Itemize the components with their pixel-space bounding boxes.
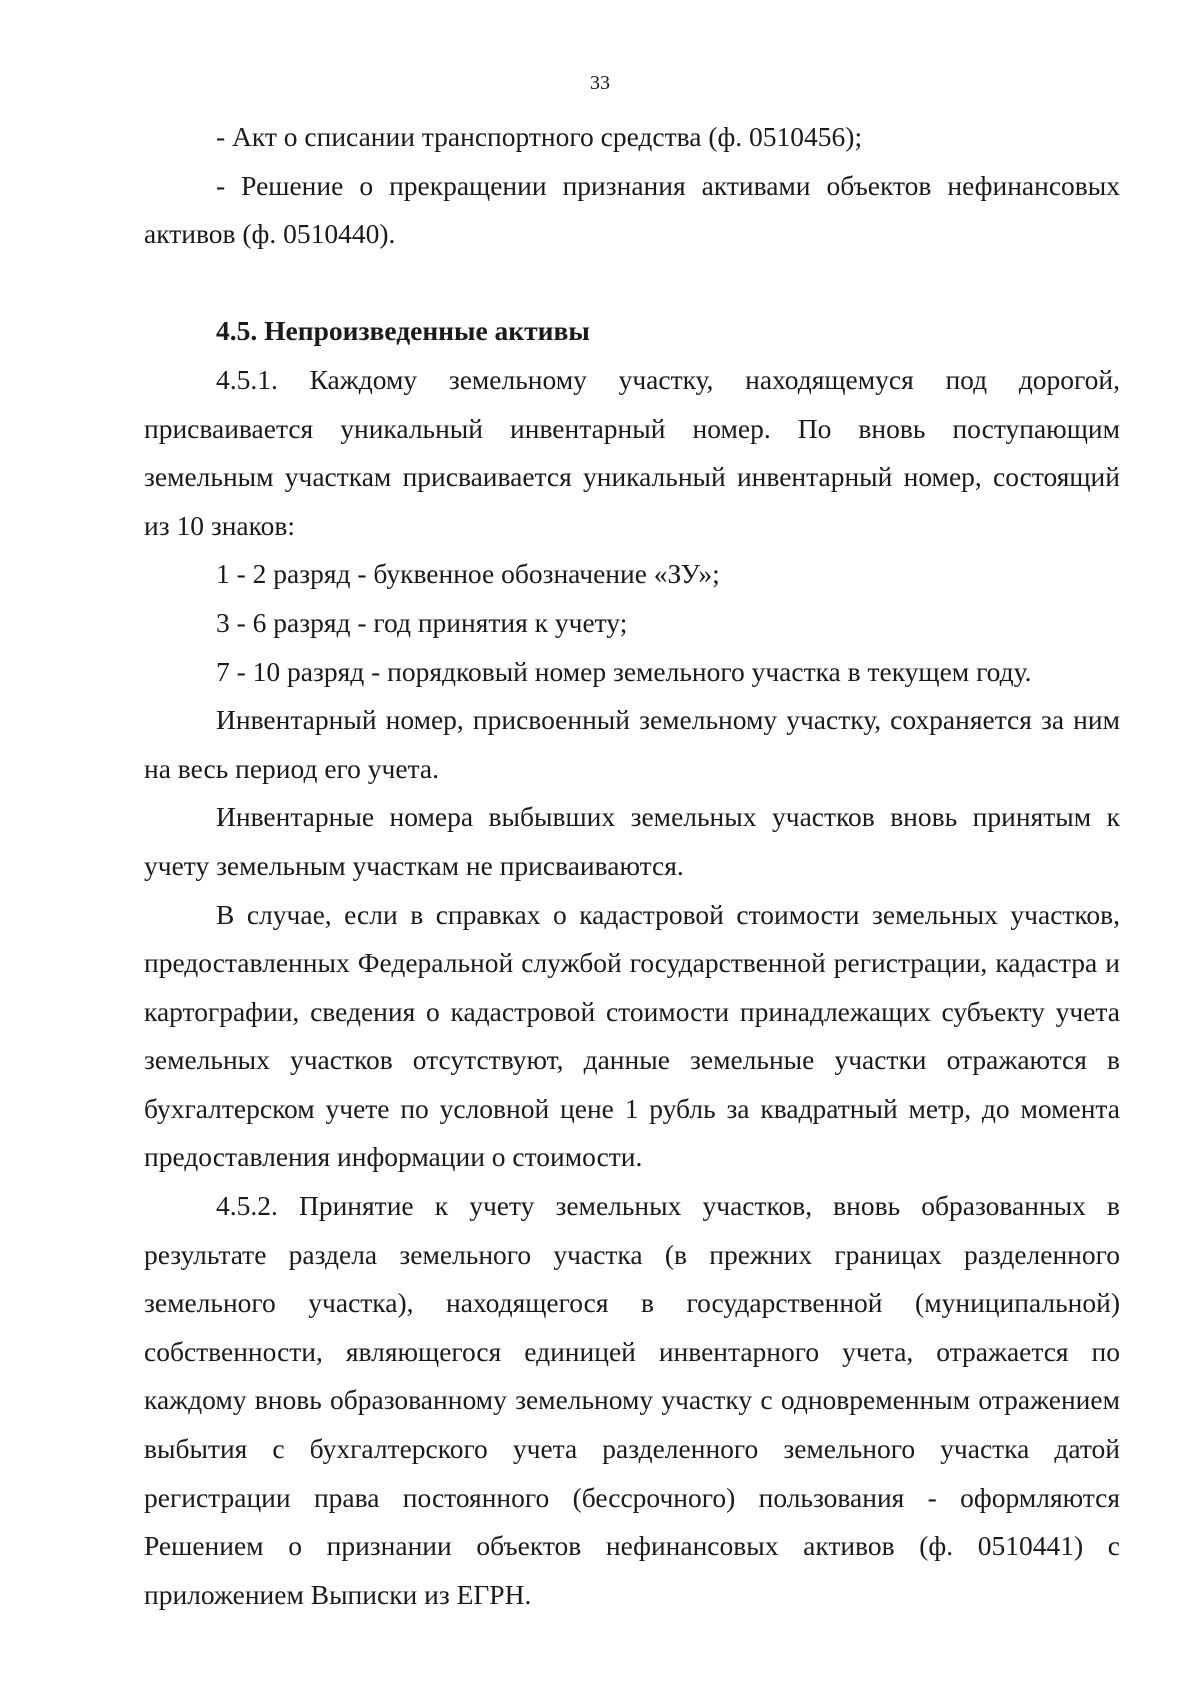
paragraph: 1 - 2 разряд - буквенное обозначение «ЗУ»; [216,558,720,590]
paragraph: 3 - 6 разряд - год принятия к учету; [216,606,628,638]
paragraph: 4.5.1. Каждому земельному участку, находящемуся под дорогой, присваивается уникальный инвентарный номер. По вновь поступающим земельным участкам присваивается уникальный инвентарный номер, состоящий из 10 знаков: [144,363,1120,541]
list-item: - Акт о списании транспортного средства (ф. 0510456); [216,121,863,152]
paragraph: Инвентарные номера выбывших земельных участков вновь принятым к учету земельным участкам не присваиваются. [144,801,1120,881]
paragraph: Инвентарный номер, присвоенный земельному участку, сохраняется за ним на весь период его учета. [144,704,1120,784]
page-number: 33 [590,72,610,94]
paragraph: 4.5.2. Принятие к учету земельных участков, вновь образованных в результате раздела земельного участка (в прежних границах разделенного земельного участка), находящегося в государственной (муниципальной) собственности, являющегося единицей инвентарного учета, отражается по каждому вновь образованному земельному участку с одновременным отражением выбытия с бухгалтерского учета разделенного земельного участка датой регистрации права постоянного (бессрочного) пользования - оформляются Решением о признании объектов нефинансовых активов (ф. 0510441) с приложением Выписки из ЕГРН. [144,1190,1120,1610]
paragraph: 7 - 10 разряд - порядковый номер земельного участка в текущем году. [216,655,1032,687]
page-content [144,113,1120,1619]
section-heading: 4.5. Непроизведенные активы [216,315,590,347]
list-item: - Решение о прекращении признания активами объектов нефинансовых активов (ф. 0510440). [144,169,1120,250]
paragraph: В случае, если в справках о кадастровой стоимости земельных участков, предоставленных Федеральной службой государственной регистрации, кадастра и картографии, сведения о кадастровой стоимости принадлежащих субъекту учета земельных участков отсутствуют, данные земельные участки отражаются в бухгалтерском учете по условной цене 1 рубль за квадратный метр, до момента предоставления информации о стоимости. [144,898,1120,1173]
